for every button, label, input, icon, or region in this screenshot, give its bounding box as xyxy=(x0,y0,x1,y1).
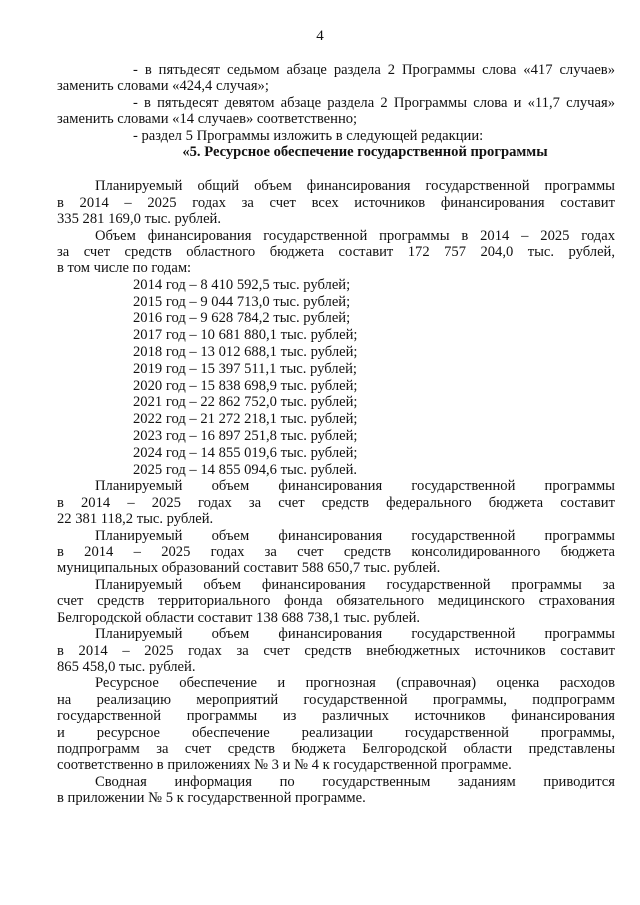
text-line: - в пятьдесят девятом абзаце раздела 2 Программы слова и «11,7 случая» xyxy=(133,94,615,111)
text-line: заменить словами «14 случаев» соответственно; xyxy=(57,111,358,128)
amendment-item-3 xyxy=(95,128,615,144)
paragraph-insurance-fund xyxy=(57,577,615,626)
text-line: Белгородской области составит 138 688 738,1 тыс. рублей. xyxy=(57,609,421,626)
text-line: Ресурсное обеспечение и прогнозная (справочная) оценка расходов xyxy=(95,675,615,692)
text-line: - раздел 5 Программы изложить в следующей редакции: xyxy=(133,127,484,144)
year-item: 2020 год – 15 838 698,9 тыс. рублей; xyxy=(133,377,358,394)
text-line: соответственно в приложениях № 3 и № 4 к государственной программе. xyxy=(57,757,512,774)
year-item: 2024 год – 14 855 019,6 тыс. рублей; xyxy=(133,444,358,461)
year-item: 2017 год – 10 681 880,1 тыс. рублей; xyxy=(133,327,358,344)
year-item: 2016 год – 9 628 784,2 тыс. рублей; xyxy=(133,310,351,327)
text-line: 865 458,0 тыс. рублей. xyxy=(57,658,196,675)
years-list xyxy=(95,277,615,479)
text-line: - в пятьдесят седьмом абзаце раздела 2 Программы слова «417 случаев» xyxy=(133,62,615,78)
text-line: и ресурсное обеспечение реализации государственной программы, xyxy=(57,724,615,741)
text-line: в приложении № 5 к государственной программе. xyxy=(57,790,366,807)
year-item: 2021 год – 22 862 752,0 тыс. рублей; xyxy=(133,394,358,411)
text-line: Объем финансирования государственной программы в 2014 – 2025 годах xyxy=(95,227,615,244)
text-line: Планируемый объем финансирования государственной программы за xyxy=(95,576,615,593)
spacer xyxy=(95,160,615,178)
text-line: Планируемый объем финансирования государственной программы xyxy=(95,626,615,643)
text-line: в том числе по годам: xyxy=(57,260,192,277)
page-number: 4 xyxy=(316,28,324,44)
year-item: 2018 год – 13 012 688,1 тыс. рублей; xyxy=(133,344,358,361)
text-line: Планируемый объем финансирования государственной программы xyxy=(95,527,615,544)
text-line: счет средств территориального фонда обязательного медицинского страхования xyxy=(57,593,615,610)
text-line: 22 381 118,2 тыс. рублей. xyxy=(57,511,214,528)
paragraph-total-funding xyxy=(57,178,615,227)
amendment-item-1 xyxy=(57,62,615,95)
text-line: за счет средств областного бюджета составит 172 757 204,0 тыс. рублей, xyxy=(57,244,615,261)
paragraph-extrabudgetary xyxy=(57,626,615,675)
year-item: 2022 год – 21 272 218,1 тыс. рублей; xyxy=(133,411,358,428)
text-line: муниципальных образований составит 588 650,7 тыс. рублей. xyxy=(57,560,441,577)
year-item: 2025 год – 14 855 094,6 тыс. рублей. xyxy=(133,461,358,478)
paragraph-municipal-budget xyxy=(57,528,615,577)
year-item: 2023 год – 16 897 251,8 тыс. рублей; xyxy=(133,428,358,445)
year-item: 2015 год – 9 044 713,0 тыс. рублей; xyxy=(133,293,351,310)
text-line: на реализацию мероприятий государственной программы, подпрограмм xyxy=(57,691,615,708)
text-line: 335 281 169,0 тыс. рублей. xyxy=(57,211,222,228)
paragraph-state-assignments xyxy=(57,774,615,807)
paragraph-federal-budget xyxy=(57,478,615,527)
section-heading: «5. Ресурсное обеспечение государственной программы xyxy=(182,144,548,161)
text-line: в 2014 – 2025 годах за счет средств внебюджетных источников составит xyxy=(57,642,615,659)
text-line: заменить словами «424,4 случая»; xyxy=(57,78,269,95)
text-line: Планируемый общий объем финансирования государственной программы xyxy=(95,178,615,195)
text-line: Сводная информация по государственным заданиям приводится xyxy=(95,773,615,790)
paragraph-regional-budget xyxy=(57,228,615,277)
text-line: в 2014 – 2025 годах за счет средств федерального бюджета составит xyxy=(57,494,615,511)
text-line: в 2014 – 2025 годах за счет средств консолидированного бюджета xyxy=(57,544,615,561)
year-item: 2019 год – 15 397 511,1 тыс. рублей; xyxy=(133,360,357,377)
text-line: государственной программы из различных источников финансирования xyxy=(57,708,615,725)
text-line: Планируемый объем финансирования государственной программы xyxy=(95,478,615,495)
text-line: в 2014 – 2025 годах за счет всех источников финансирования составит xyxy=(57,194,615,211)
document-body xyxy=(57,62,615,807)
paragraph-resource-provision xyxy=(57,675,615,773)
amendment-item-2 xyxy=(57,94,615,128)
text-line: подпрограмм за счет средств бюджета Белгородской области представлены xyxy=(57,740,615,757)
year-item: 2014 год – 8 410 592,5 тыс. рублей; xyxy=(133,276,351,293)
